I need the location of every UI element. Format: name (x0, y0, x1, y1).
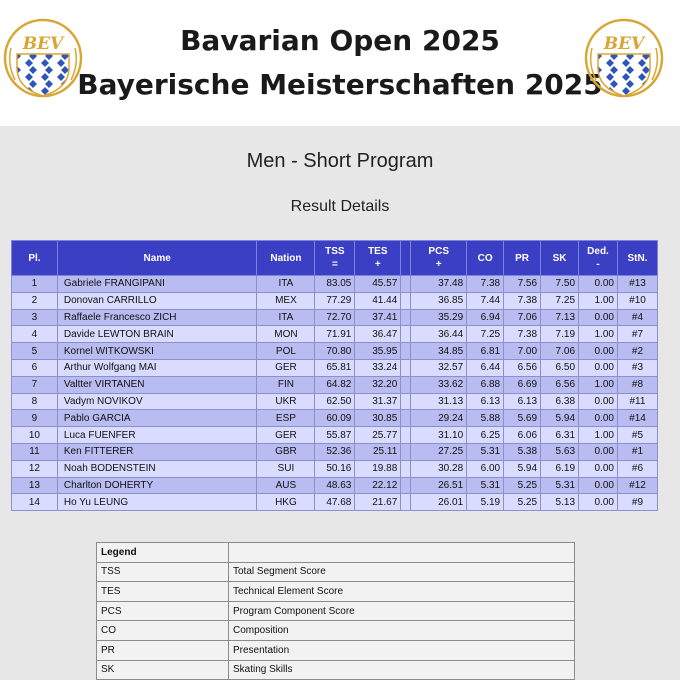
cell-tss: 83.05 (315, 276, 355, 293)
column-header (467, 241, 504, 276)
column-header (617, 241, 657, 276)
cell-ded: 0.00 (579, 393, 618, 410)
results-header-row (12, 241, 658, 276)
cell-tss: 65.81 (315, 359, 355, 376)
cell-co: 5.31 (467, 477, 504, 494)
cell-nation: MEX (257, 292, 315, 309)
cell-sk: 7.50 (541, 276, 579, 293)
cell-nation: UKR (257, 393, 315, 410)
column-header-label: CO (477, 252, 493, 264)
cell-ded: 0.00 (579, 359, 618, 376)
cell-pcs: 30.28 (411, 460, 467, 477)
cell-tss: 70.80 (315, 343, 355, 360)
cell-ded: 1.00 (579, 427, 618, 444)
cell-nation: GER (257, 427, 315, 444)
cell-tes: 33.24 (355, 359, 401, 376)
cell-place: 14 (12, 494, 58, 511)
column-header (541, 241, 579, 276)
cell-start-number: #10 (617, 292, 657, 309)
header-title-line1: Bavarian Open 2025 (180, 24, 500, 57)
cell-tes: 30.85 (355, 410, 401, 427)
cell-pcs: 37.48 (411, 276, 467, 293)
cell-spacer (401, 309, 411, 326)
cell-start-number: #7 (617, 326, 657, 343)
cell-spacer (401, 292, 411, 309)
table-row (12, 393, 658, 410)
cell-name: Pablo GARCIA (57, 410, 257, 427)
cell-spacer (401, 494, 411, 511)
cell-pr: 6.69 (504, 376, 541, 393)
legend-description: Technical Element Score (229, 582, 575, 602)
cell-nation: POL (257, 343, 315, 360)
column-header-label: PR (515, 252, 530, 264)
logo-lettering: BEV (603, 34, 645, 54)
cell-place: 5 (12, 343, 58, 360)
cell-tss: 64.82 (315, 376, 355, 393)
column-header-label: TSS (325, 246, 345, 257)
cell-spacer (401, 359, 411, 376)
cell-tss: 50.16 (315, 460, 355, 477)
cell-tes: 35.95 (355, 343, 401, 360)
cell-co: 6.25 (467, 427, 504, 444)
cell-sk: 6.38 (541, 393, 579, 410)
cell-start-number: #12 (617, 477, 657, 494)
cell-pr: 7.06 (504, 309, 541, 326)
cell-co: 5.19 (467, 494, 504, 511)
cell-pr: 6.56 (504, 359, 541, 376)
cell-pr: 5.38 (504, 443, 541, 460)
legend-row (97, 640, 575, 660)
table-row (12, 292, 658, 309)
cell-co: 6.94 (467, 309, 504, 326)
column-header-label: SK (552, 252, 567, 264)
cell-start-number: #8 (617, 376, 657, 393)
cell-pr: 7.38 (504, 292, 541, 309)
cell-co: 7.44 (467, 292, 504, 309)
cell-tss: 71.91 (315, 326, 355, 343)
cell-sk: 7.06 (541, 343, 579, 360)
legend-abbreviation: TSS (97, 562, 229, 582)
cell-place: 6 (12, 359, 58, 376)
cell-pcs: 35.29 (411, 309, 467, 326)
cell-pr: 5.25 (504, 494, 541, 511)
cell-sk: 5.63 (541, 443, 579, 460)
cell-name: Valtter VIRTANEN (57, 376, 257, 393)
cell-place: 3 (12, 309, 58, 326)
cell-pcs: 26.51 (411, 477, 467, 494)
legend-heading: Legend (97, 543, 229, 563)
column-header-label: PCS (428, 246, 449, 257)
legend-row (97, 562, 575, 582)
table-row (12, 276, 658, 293)
cell-spacer (401, 376, 411, 393)
cell-pcs: 33.62 (411, 376, 467, 393)
cell-tss: 48.63 (315, 477, 355, 494)
legend-abbreviation: TES (97, 582, 229, 602)
cell-name: Donovan CARRILLO (57, 292, 257, 309)
column-header (504, 241, 541, 276)
cell-tes: 25.11 (355, 443, 401, 460)
cell-pr: 7.00 (504, 343, 541, 360)
column-header (355, 241, 401, 276)
cell-nation: GER (257, 359, 315, 376)
cell-co: 6.00 (467, 460, 504, 477)
column-header-operator: + (435, 259, 442, 270)
cell-pcs: 27.25 (411, 443, 467, 460)
cell-name: Kornel WITKOWSKI (57, 343, 257, 360)
table-row (12, 443, 658, 460)
table-row (12, 410, 658, 427)
cell-spacer (401, 460, 411, 477)
cell-tes: 41.44 (355, 292, 401, 309)
legend-description: Presentation (229, 640, 575, 660)
cell-place: 9 (12, 410, 58, 427)
cell-ded: 0.00 (579, 443, 618, 460)
cell-start-number: #11 (617, 393, 657, 410)
column-header-label: Nation (270, 252, 302, 264)
table-row (12, 309, 658, 326)
legend-table (96, 542, 575, 680)
cell-co: 5.88 (467, 410, 504, 427)
cell-pcs: 36.44 (411, 326, 467, 343)
column-header-operator: = (331, 259, 338, 270)
cell-sk: 6.56 (541, 376, 579, 393)
cell-tes: 22.12 (355, 477, 401, 494)
cell-place: 4 (12, 326, 58, 343)
legend-row (97, 582, 575, 602)
table-row (12, 477, 658, 494)
cell-co: 7.38 (467, 276, 504, 293)
results-table (11, 240, 658, 511)
bavarian-lozenge-shield (590, 48, 662, 98)
cell-ded: 0.00 (579, 410, 618, 427)
column-header-operator: - (596, 259, 600, 270)
legend-description: Total Segment Score (229, 562, 575, 582)
column-header-operator: + (374, 259, 381, 270)
cell-spacer (401, 276, 411, 293)
column-header (12, 241, 58, 276)
cell-pcs: 29.24 (411, 410, 467, 427)
cell-start-number: #13 (617, 276, 657, 293)
cell-ded: 0.00 (579, 276, 618, 293)
table-row (12, 326, 658, 343)
cell-name: Luca FUENFER (57, 427, 257, 444)
cell-ded: 0.00 (579, 494, 618, 511)
logo-lettering: BEV (22, 34, 64, 54)
table-row (12, 494, 658, 511)
legend-abbreviation: SK (97, 660, 229, 680)
cell-ded: 0.00 (579, 477, 618, 494)
cell-tes: 36.47 (355, 326, 401, 343)
cell-nation: ITA (257, 276, 315, 293)
cell-sk: 5.13 (541, 494, 579, 511)
cell-place: 2 (12, 292, 58, 309)
cell-spacer (401, 393, 411, 410)
cell-ded: 1.00 (579, 376, 618, 393)
column-header-label: StN. (627, 252, 648, 264)
column-header (579, 241, 618, 276)
cell-co: 5.31 (467, 443, 504, 460)
column-header-label: Ded. (587, 246, 609, 257)
cell-name: Gabriele FRANGIPANI (57, 276, 257, 293)
legend-abbreviation: PR (97, 640, 229, 660)
cell-start-number: #14 (617, 410, 657, 427)
cell-co: 6.44 (467, 359, 504, 376)
cell-co: 7.25 (467, 326, 504, 343)
legend-row (97, 621, 575, 641)
cell-co: 6.13 (467, 393, 504, 410)
cell-start-number: #6 (617, 460, 657, 477)
cell-spacer (401, 477, 411, 494)
cell-pcs: 34.85 (411, 343, 467, 360)
cell-spacer (401, 443, 411, 460)
cell-pcs: 26.01 (411, 494, 467, 511)
cell-pcs: 31.13 (411, 393, 467, 410)
cell-start-number: #2 (617, 343, 657, 360)
cell-tss: 55.87 (315, 427, 355, 444)
cell-tes: 31.37 (355, 393, 401, 410)
cell-name: Charlton DOHERTY (57, 477, 257, 494)
cell-tes: 45.57 (355, 276, 401, 293)
table-row (12, 343, 658, 360)
column-header (315, 241, 355, 276)
cell-name: Noah BODENSTEIN (57, 460, 257, 477)
cell-ded: 0.00 (579, 460, 618, 477)
cell-sk: 6.31 (541, 427, 579, 444)
cell-sk: 5.94 (541, 410, 579, 427)
cell-nation: AUS (257, 477, 315, 494)
legend-heading-blank (229, 543, 575, 563)
cell-tss: 72.70 (315, 309, 355, 326)
cell-start-number: #5 (617, 427, 657, 444)
column-header (257, 241, 315, 276)
cell-start-number: #1 (617, 443, 657, 460)
cell-tes: 21.67 (355, 494, 401, 511)
cell-place: 8 (12, 393, 58, 410)
cell-pcs: 32.57 (411, 359, 467, 376)
legend-abbreviation: CO (97, 621, 229, 641)
cell-sk: 7.25 (541, 292, 579, 309)
cell-tes: 32.20 (355, 376, 401, 393)
cell-spacer (401, 343, 411, 360)
legend-description: Skating Skills (229, 660, 575, 680)
cell-tss: 77.29 (315, 292, 355, 309)
column-header-label: Pl. (28, 252, 41, 264)
cell-nation: ESP (257, 410, 315, 427)
event-title: Men - Short Program (246, 150, 434, 172)
cell-sk: 6.50 (541, 359, 579, 376)
cell-pr: 7.38 (504, 326, 541, 343)
cell-nation: HKG (257, 494, 315, 511)
column-header (57, 241, 257, 276)
cell-nation: FIN (257, 376, 315, 393)
cell-pcs: 31.10 (411, 427, 467, 444)
cell-tss: 47.68 (315, 494, 355, 511)
column-header-label: Name (143, 252, 171, 264)
cell-tes: 25.77 (355, 427, 401, 444)
legend-abbreviation: PCS (97, 601, 229, 621)
legend-description: Program Component Score (229, 601, 575, 621)
cell-spacer (401, 410, 411, 427)
legend-description: Composition (229, 621, 575, 641)
cell-spacer (401, 326, 411, 343)
cell-tss: 62.50 (315, 393, 355, 410)
cell-ded: 1.00 (579, 292, 618, 309)
cell-tes: 37.41 (355, 309, 401, 326)
cell-pr: 6.13 (504, 393, 541, 410)
column-header-label: TES (368, 246, 388, 257)
table-row (12, 376, 658, 393)
header-banner (0, 0, 680, 126)
cell-place: 1 (12, 276, 58, 293)
cell-sk: 6.19 (541, 460, 579, 477)
cell-name: Ho Yu LEUNG (57, 494, 257, 511)
cell-place: 11 (12, 443, 58, 460)
cell-name: Davide LEWTON BRAIN (57, 326, 257, 343)
cell-name: Raffaele Francesco ZICH (57, 309, 257, 326)
cell-place: 13 (12, 477, 58, 494)
cell-spacer (401, 427, 411, 444)
cell-name: Arthur Wolfgang MAI (57, 359, 257, 376)
bev-logo-right (584, 18, 664, 98)
table-row (12, 427, 658, 444)
cell-sk: 7.19 (541, 326, 579, 343)
cell-start-number: #3 (617, 359, 657, 376)
cell-place: 10 (12, 427, 58, 444)
cell-nation: MON (257, 326, 315, 343)
cell-nation: SUI (257, 460, 315, 477)
table-row (12, 460, 658, 477)
cell-pr: 5.94 (504, 460, 541, 477)
cell-tss: 60.09 (315, 410, 355, 427)
legend-row (97, 660, 575, 680)
cell-ded: 1.00 (579, 326, 618, 343)
header-title-line2: Bayerische Meisterschaften 2025 (77, 68, 603, 101)
column-header (411, 241, 467, 276)
cell-name: Vadym NOVIKOV (57, 393, 257, 410)
table-row (12, 359, 658, 376)
cell-pr: 6.06 (504, 427, 541, 444)
cell-pr: 5.25 (504, 477, 541, 494)
column-header (401, 241, 411, 276)
cell-place: 7 (12, 376, 58, 393)
cell-pr: 5.69 (504, 410, 541, 427)
cell-nation: GBR (257, 443, 315, 460)
cell-ded: 0.00 (579, 343, 618, 360)
cell-sk: 5.31 (541, 477, 579, 494)
result-details-heading: Result Details (290, 198, 390, 215)
cell-nation: ITA (257, 309, 315, 326)
cell-tss: 52.36 (315, 443, 355, 460)
cell-start-number: #4 (617, 309, 657, 326)
legend-heading-row (97, 543, 575, 563)
cell-co: 6.81 (467, 343, 504, 360)
cell-pr: 7.56 (504, 276, 541, 293)
cell-start-number: #9 (617, 494, 657, 511)
cell-place: 12 (12, 460, 58, 477)
cell-pcs: 36.85 (411, 292, 467, 309)
cell-sk: 7.13 (541, 309, 579, 326)
cell-name: Ken FITTERER (57, 443, 257, 460)
cell-ded: 0.00 (579, 309, 618, 326)
cell-co: 6.88 (467, 376, 504, 393)
cell-tes: 19.88 (355, 460, 401, 477)
legend-row (97, 601, 575, 621)
